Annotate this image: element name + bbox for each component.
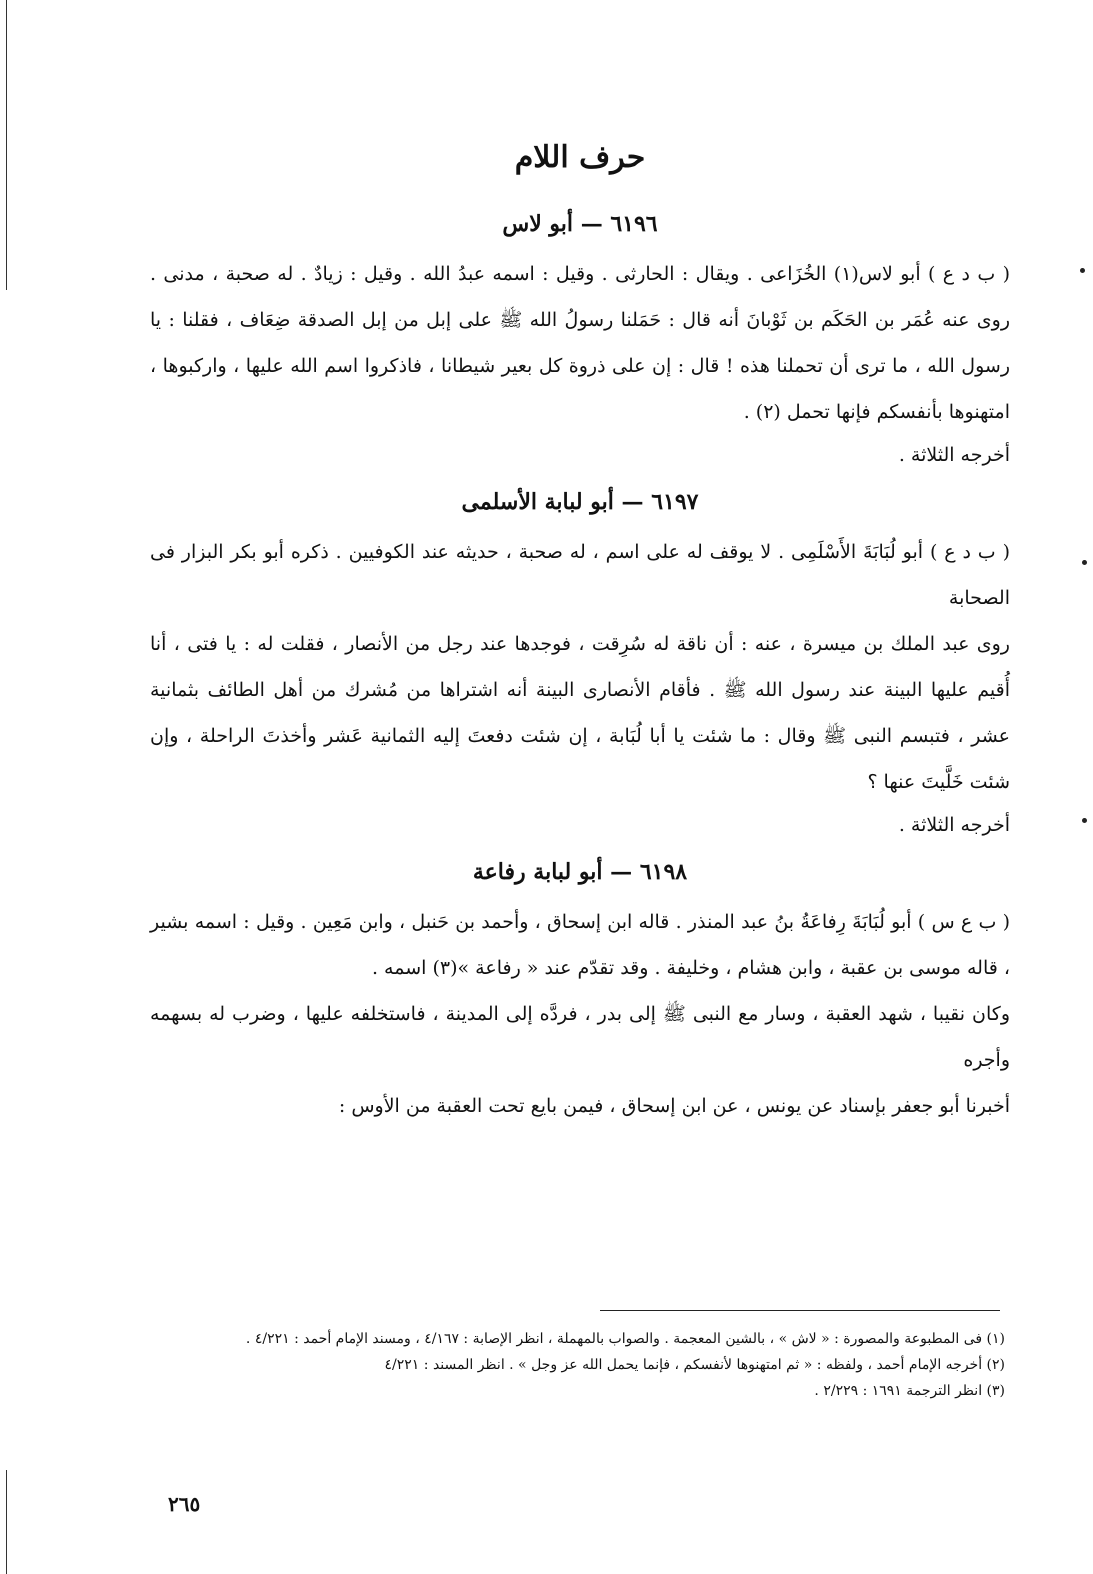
footnote-divider <box>600 1310 1000 1311</box>
entry-paragraph: ( ب د ع ) أبو لاس(١) الخُزَاعى . ويقال : الحارثى . وقيل : اسمه عبدُ الله . وقيل : زيادٌ . له صحبة ، مدنى . روى عنه عُمَر بن الحَكَم بن ثَوْبانَ أنه قال : حَمَلنا رسولُ الله ﷺ على إبل من إبل الصدقة ضِعَاف ، فقلنا : يا رسول الله ، ما ترى أن تحملنا هذه ! قال : إن على ذروة كل بعير شيطانا ، فاذكروا اسم الله عليها ، واركبوها ، امتهنوها بأنفسكم فإنها تحمل (٢) . <box>150 263 1010 423</box>
footnote: (١) فى المطبوعة والمصورة : « لاش » ، بالشين المعجمة . والصواب بالمهملة ، انظر الإصابة : ٤/١٦٧ ، ومسند الإمام أحمد : ٤/٢٢١ . <box>245 1331 1005 1347</box>
entry <box>150 859 1010 1129</box>
chapter-title: حرف اللام <box>514 140 646 175</box>
entry <box>150 489 1010 845</box>
entry-paragraph: روى عبد الملك بن ميسرة ، عنه : أن ناقة له سُرِقت ، فوجدها عند رجل من الأنصار ، فقلت له : يا فتى ، أنا أُقيم عليها البينة عند رسول الله ﷺ . فأقام الأنصارى البينة أنه اشتراها من مُشرك من أهل الطائف بثمانية عشر ، فتبسم النبى ﷺ وقال : ما شئت يا أبا لُبَابة ، إن شئت دفعتَ إليه الثمانية عَشر وأخذتَ الراحلة ، وإن شئت خَلَّيتَ عنها ؟ <box>150 633 1010 793</box>
entry-title: ٦١٩٨ — أبو لبابة رفاعة <box>472 859 688 885</box>
footnotes <box>175 1326 1005 1404</box>
entry-paragraph: ( ب د ع ) أبو لُبَابَةَ الأَسْلَمِى . لا يوقف له على اسم ، له صحبة ، حديثه عند الكوفيين . ذكره أبو بكر البزار فى الصحابة <box>150 541 1010 609</box>
scan-speck <box>1080 268 1085 273</box>
scan-speck <box>1082 818 1087 823</box>
page-number: ٢٦٥ <box>168 1492 201 1516</box>
entry-paragraph: أخبرنا أبو جعفر بإسناد عن يونس ، عن ابن إسحاق ، فيمن بايع تحت العقبة من الأوس : <box>338 1095 1010 1117</box>
entry-paragraph: أخرجه الثلاثة . <box>898 814 1010 836</box>
scan-edge-line <box>0 0 7 290</box>
entry-paragraph: وكان نقيبا ، شهد العقبة ، وسار مع النبى ﷺ إلى بدر ، فردَّه إلى المدينة ، فاستخلفه عليها ، وضرب له بسهمه وأجره <box>150 1003 1010 1071</box>
entry-paragraph: أخرجه الثلاثة . <box>898 444 1010 466</box>
footnote: (٢) أخرجه الإمام أحمد ، ولفظه : « ثم امتهنوها لأنفسكم ، فإنما يحمل الله عز وجل » . انظر المسند : ٤/٢٢١ <box>384 1357 1005 1373</box>
main-text <box>150 140 1010 1129</box>
entry-title: ٦١٩٧ — أبو لبابة الأسلمى <box>461 489 699 515</box>
footnote: (٣) انظر الترجمة ١٦٩١ : ٢/٢٢٩ . <box>814 1383 1005 1399</box>
entry <box>150 211 1010 475</box>
scan-speck <box>1082 560 1087 565</box>
entry-title: ٦١٩٦ — أبو لاس <box>502 211 658 237</box>
scan-edge-line-bottom <box>0 1470 7 1574</box>
entry-paragraph: ( ب ع س ) أبو لُبَابَةَ رِفاعَةُ بنُ عبد المنذر . قاله ابن إسحاق ، وأحمد بن حَنبل ، وابن مَعِين . وقيل : اسمه بشير ، قاله موسى بن عقبة ، وابن هشام ، وخليفة . وقد تقدّم عند « رفاعة »(٣) اسمه . <box>150 911 1010 979</box>
